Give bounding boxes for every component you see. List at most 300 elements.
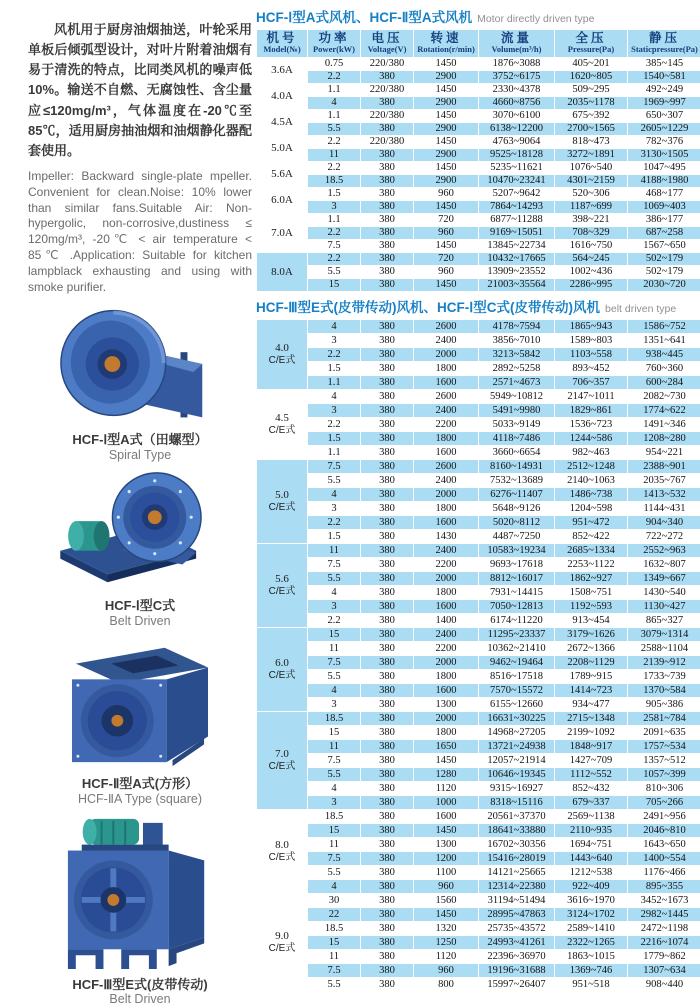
table-cell: 1103~558 (555, 348, 627, 361)
table-cell: 1450 (414, 824, 478, 837)
product-caption (28, 777, 252, 806)
table-cell: 2.2 (308, 162, 360, 174)
table-cell: 1300 (414, 838, 478, 851)
table-cell: 380 (361, 866, 413, 879)
model-cell: 9.0 C/E式 (257, 894, 307, 991)
table-cell: 6155~12660 (479, 698, 554, 711)
product-caption-en: HCF-ⅡA Type (square) (77, 792, 203, 807)
table-row (257, 404, 700, 417)
table-cell: 1865~943 (555, 320, 627, 333)
table-cell: 705~266 (628, 796, 700, 809)
table-cell: 5.5 (308, 978, 360, 991)
table-cell: 1120 (414, 950, 478, 963)
table-cell: 4 (308, 320, 360, 333)
table-cell: 502~179 (628, 266, 700, 278)
table-cell: 1876~3088 (479, 58, 554, 70)
table-row (257, 460, 700, 473)
table-cell: 468~177 (628, 188, 700, 200)
table-cell: 13909~23552 (479, 266, 554, 278)
table-cell: 2000 (414, 656, 478, 669)
model-cell: 8.0A (257, 253, 307, 291)
box-belt-fan-image (56, 813, 224, 973)
table-row (257, 516, 700, 529)
table-cell: 15 (308, 628, 360, 641)
table-cell: 15 (308, 726, 360, 739)
table-cell: 5.5 (308, 266, 360, 278)
table-cell: 3130~1505 (628, 149, 700, 161)
table-cell: 1450 (414, 58, 478, 70)
table-cell: 1491~346 (628, 418, 700, 431)
product-caption (28, 978, 252, 1007)
table-cell: 960 (414, 266, 478, 278)
table-cell: 2982~1445 (628, 908, 700, 921)
table-cell: 1616~750 (555, 240, 627, 252)
table-cell: 2035~1178 (555, 97, 627, 109)
table-cell: 1349~667 (628, 572, 700, 585)
model-cell: 7.0 C/E式 (257, 712, 307, 809)
table-cell: 2400 (414, 544, 478, 557)
table-cell: 1800 (414, 726, 478, 739)
table-cell: 380 (361, 670, 413, 683)
model-cell: 8.0 C/E式 (257, 810, 307, 893)
table-cell: 9315~16927 (479, 782, 554, 795)
table-row (257, 474, 700, 487)
table-cell: 380 (361, 418, 413, 431)
table-cell: 11 (308, 149, 360, 161)
table-cell: 1536~723 (555, 418, 627, 431)
table-cell: 2000 (414, 712, 478, 725)
table-cell: 20561~37370 (479, 810, 554, 823)
table-cell: 380 (361, 474, 413, 487)
table-cell: 7570~15572 (479, 684, 554, 697)
table-cell: 380 (361, 936, 413, 949)
table-cell: 3752~6175 (479, 71, 554, 83)
table-cell: 720 (414, 253, 478, 265)
table-cell: 7.5 (308, 852, 360, 865)
table-cell: 386~177 (628, 214, 700, 226)
column-header: 机号 Model(№) (257, 30, 307, 57)
table-cell: 21003~35564 (479, 279, 554, 291)
table-cell: 380 (361, 404, 413, 417)
table-cell: 1800 (414, 502, 478, 515)
table-cell: 1430~540 (628, 586, 700, 599)
table-row (257, 530, 700, 543)
table-cell: 1600 (414, 600, 478, 613)
table-row (257, 390, 700, 403)
table-cell: 380 (361, 502, 413, 515)
table-cell: 380 (361, 796, 413, 809)
table1-title-en: Motor directly driven type (477, 13, 595, 25)
table-cell: 1.1 (308, 110, 360, 122)
table-cell: 2.2 (308, 516, 360, 529)
table-cell: 2581~784 (628, 712, 700, 725)
table-cell: 2.2 (308, 348, 360, 361)
table-cell: 1486~738 (555, 488, 627, 501)
table-row (257, 950, 700, 963)
table-cell: 5.5 (308, 474, 360, 487)
table-cell: 1508~751 (555, 586, 627, 599)
table-cell: 12314~22380 (479, 880, 554, 893)
table-cell: 1351~641 (628, 334, 700, 347)
spec-table-belt-driven (256, 319, 700, 992)
table-cell: 11 (308, 838, 360, 851)
table-cell: 380 (361, 656, 413, 669)
table-cell: 2.2 (308, 614, 360, 627)
table-cell: 380 (361, 201, 413, 213)
table-cell: 1600 (414, 516, 478, 529)
table-cell: 5949~10812 (479, 390, 554, 403)
table-cell: 7.5 (308, 656, 360, 669)
table-cell: 675~392 (555, 110, 627, 122)
table-cell: 380 (361, 530, 413, 543)
table-cell: 6174~11220 (479, 614, 554, 627)
table2-title (256, 296, 696, 317)
table-cell: 1250 (414, 936, 478, 949)
table-row (257, 544, 700, 557)
table-cell: 14121~25665 (479, 866, 554, 879)
model-cell: 3.6A (257, 58, 307, 83)
table-cell: 15997~26407 (479, 978, 554, 991)
table-cell: 1643~650 (628, 838, 700, 851)
table-row (257, 908, 700, 921)
product-caption (28, 599, 252, 628)
table-cell: 380 (361, 446, 413, 459)
table-cell: 0.75 (308, 58, 360, 70)
table-cell: 1779~862 (628, 950, 700, 963)
table-cell: 1414~723 (555, 684, 627, 697)
belt-driven-fan-image (56, 468, 224, 594)
table-cell: 1600 (414, 684, 478, 697)
table-cell: 2216~1074 (628, 936, 700, 949)
table-cell: 220/380 (361, 58, 413, 70)
table-cell: 4 (308, 782, 360, 795)
model-cell: 6.0A (257, 188, 307, 213)
table-cell: 1800 (414, 586, 478, 599)
table-cell: 1450 (414, 110, 478, 122)
table-cell: 7532~13689 (479, 474, 554, 487)
table-cell: 380 (361, 614, 413, 627)
table-cell: 380 (361, 894, 413, 907)
table-cell: 3616~1970 (555, 894, 627, 907)
table-cell: 2208~1129 (555, 656, 627, 669)
table-row (257, 502, 700, 515)
table-cell: 1204~598 (555, 502, 627, 515)
table-cell: 30 (308, 894, 360, 907)
table-cell: 934~477 (555, 698, 627, 711)
table-cell: 1450 (414, 279, 478, 291)
table-cell: 1757~534 (628, 740, 700, 753)
table-cell: 2400 (414, 404, 478, 417)
table-row (257, 558, 700, 571)
table-cell: 380 (361, 162, 413, 174)
table-cell: 1057~399 (628, 768, 700, 781)
table-cell: 1280 (414, 768, 478, 781)
table-cell: 22 (308, 908, 360, 921)
table-row (257, 880, 700, 893)
header-row (257, 30, 700, 57)
model-cell: 5.0A (257, 136, 307, 161)
table-cell: 380 (361, 754, 413, 767)
table-cell: 722~272 (628, 530, 700, 543)
table-cell: 9462~19464 (479, 656, 554, 669)
table-cell: 7050~12813 (479, 600, 554, 613)
table-row (257, 488, 700, 501)
table-cell: 1002~436 (555, 266, 627, 278)
table-row (257, 201, 700, 213)
table-cell: 7931~14415 (479, 586, 554, 599)
table-cell: 380 (361, 768, 413, 781)
table-cell: 380 (361, 558, 413, 571)
table-row (257, 334, 700, 347)
table-row (257, 936, 700, 949)
table-cell: 913~454 (555, 614, 627, 627)
table-cell: 3 (308, 502, 360, 515)
table-cell: 1.1 (308, 446, 360, 459)
table-row (257, 432, 700, 445)
table-cell: 2388~901 (628, 460, 700, 473)
table-cell: 220/380 (361, 84, 413, 96)
table-cell: 16631~30225 (479, 712, 554, 725)
table-row (257, 852, 700, 865)
model-cell: 5.6A (257, 162, 307, 187)
table-cell: 3 (308, 404, 360, 417)
table-cell: 1076~540 (555, 162, 627, 174)
table-cell: 2.2 (308, 418, 360, 431)
table-row (257, 754, 700, 767)
table-cell: 380 (361, 460, 413, 473)
table-cell: 380 (361, 600, 413, 613)
table-cell: 2200 (414, 558, 478, 571)
table-cell: 1300 (414, 698, 478, 711)
table-cell: 380 (361, 852, 413, 865)
table-row (257, 656, 700, 669)
table-cell: 380 (361, 149, 413, 161)
table-cell: 18.5 (308, 712, 360, 725)
table-cell: 380 (361, 71, 413, 83)
table-cell: 2091~635 (628, 726, 700, 739)
table-cell: 1069~403 (628, 201, 700, 213)
model-cell: 6.0 C/E式 (257, 628, 307, 711)
table-cell: 4 (308, 390, 360, 403)
table-cell: 1540~581 (628, 71, 700, 83)
column-header: 静压 Staticpressure(Pa) (628, 30, 700, 57)
table-row (257, 110, 700, 122)
table-cell: 960 (414, 188, 478, 200)
table-cell: 895~355 (628, 880, 700, 893)
table-row (257, 614, 700, 627)
table-row (257, 838, 700, 851)
table-cell: 2000 (414, 348, 478, 361)
table-cell: 2900 (414, 175, 478, 187)
table-row (257, 136, 700, 148)
table-cell: 1589~803 (555, 334, 627, 347)
table-cell: 380 (361, 838, 413, 851)
table-cell: 4 (308, 488, 360, 501)
table-cell: 1443~640 (555, 852, 627, 865)
table-cell: 7.5 (308, 964, 360, 977)
table-cell: 1450 (414, 136, 478, 148)
table-cell: 760~360 (628, 362, 700, 375)
table-cell: 18.5 (308, 175, 360, 187)
table-cell: 2000 (414, 488, 478, 501)
table-cell: 904~340 (628, 516, 700, 529)
table-cell: 800 (414, 978, 478, 991)
product-figure-spiral (28, 306, 252, 462)
table-cell: 2672~1366 (555, 642, 627, 655)
table-cell: 10470~23241 (479, 175, 554, 187)
table-cell: 2569~1138 (555, 810, 627, 823)
table-cell: 380 (361, 572, 413, 585)
table-cell: 1450 (414, 908, 478, 921)
table-cell: 2.2 (308, 71, 360, 83)
table-cell: 1212~538 (555, 866, 627, 879)
table-cell: 380 (361, 908, 413, 921)
table-cell: 2900 (414, 71, 478, 83)
table-cell: 9693~17618 (479, 558, 554, 571)
table-row (257, 149, 700, 161)
table-cell: 1130~427 (628, 600, 700, 613)
table-cell: 706~357 (555, 376, 627, 389)
table-cell: 380 (361, 726, 413, 739)
table-cell: 11 (308, 740, 360, 753)
table-cell: 5491~9980 (479, 404, 554, 417)
table-cell: 5020~8112 (479, 516, 554, 529)
table-cell: 1000 (414, 796, 478, 809)
table-cell: 398~221 (555, 214, 627, 226)
table-cell: 3452~1673 (628, 894, 700, 907)
table-cell: 380 (361, 964, 413, 977)
model-cell: 4.0 C/E式 (257, 320, 307, 389)
table-cell: 2147~1011 (555, 390, 627, 403)
table-cell: 2512~1248 (555, 460, 627, 473)
table-cell: 893~452 (555, 362, 627, 375)
product-caption-en: Belt Driven (109, 992, 171, 1007)
table-cell: 14968~27205 (479, 726, 554, 739)
table-row (257, 810, 700, 823)
table-cell: 1320 (414, 922, 478, 935)
spiral-fan-image (56, 306, 224, 428)
table-cell: 4 (308, 586, 360, 599)
table-cell: 3124~1702 (555, 908, 627, 921)
table-cell: 2.2 (308, 227, 360, 239)
table-cell: 2286~995 (555, 279, 627, 291)
table-cell: 810~306 (628, 782, 700, 795)
table-cell: 1863~1015 (555, 950, 627, 963)
table-row (257, 240, 700, 252)
table-cell: 380 (361, 240, 413, 252)
table-row (257, 123, 700, 135)
model-cell: 4.5 C/E式 (257, 390, 307, 459)
table-row (257, 348, 700, 361)
table-row (257, 782, 700, 795)
description-english: Impeller: Backward single-plate mpeller. Convenient for clean.Noise: 10% lower than similar fans.Suitable Air: Non-hypergolic, non-corrosive,dustiness ≤ 120mg/m³, -20℃ < air temperature < 85℃ .Application: Suitable for kitchen lampblack exhausting and using with smoke purifier. (28, 168, 252, 294)
table-cell: 520~306 (555, 188, 627, 200)
product-figure-square (28, 634, 252, 806)
table-cell: 2900 (414, 123, 478, 135)
table-cell: 8160~14931 (479, 460, 554, 473)
table-cell: 4188~1980 (628, 175, 700, 187)
table-cell: 9169~15051 (479, 227, 554, 239)
table-cell: 2900 (414, 149, 478, 161)
table-cell: 380 (361, 712, 413, 725)
column-header: 流量 Volume(m³/h) (479, 30, 554, 57)
table-cell: 4 (308, 684, 360, 697)
table-cell: 1586~752 (628, 320, 700, 333)
table-cell: 2035~767 (628, 474, 700, 487)
table2-title-en: belt driven type (605, 303, 677, 316)
table-cell: 2400 (414, 474, 478, 487)
table-cell: 1632~807 (628, 558, 700, 571)
table-cell: 380 (361, 544, 413, 557)
table-cell: 5.5 (308, 768, 360, 781)
table-cell: 1.5 (308, 530, 360, 543)
table-row (257, 58, 700, 70)
table-cell: 2589~1410 (555, 922, 627, 935)
table-cell: 15 (308, 936, 360, 949)
column-header: 全压 Pressure(Pa) (555, 30, 627, 57)
table-row (257, 768, 700, 781)
table-row (257, 84, 700, 96)
product-caption-en: Belt Driven (109, 613, 171, 628)
table-cell: 1.5 (308, 362, 360, 375)
table-row (257, 214, 700, 226)
description-chinese: 风机用于厨房油烟抽送，叶轮采用单板后倾弧型设计，对叶片附着油烟有易于清洗的特点，比同类风机的噪声低10%。输送不自燃、无腐蚀性、含尘量应≤120mg/m³，气体温度在-20℃至85℃，适用厨房抽油烟和油烟静化器配套使用。 (28, 22, 252, 158)
table-cell: 3 (308, 698, 360, 711)
table-row (257, 188, 700, 200)
table-cell: 385~145 (628, 58, 700, 70)
table-cell: 600~284 (628, 376, 700, 389)
table-cell: 380 (361, 740, 413, 753)
table-cell: 1427~709 (555, 754, 627, 767)
table-row (257, 866, 700, 879)
table-cell: 3 (308, 334, 360, 347)
table-cell: 18641~33880 (479, 824, 554, 837)
table-cell: 2400 (414, 628, 478, 641)
table-cell: 1307~634 (628, 964, 700, 977)
table-cell: 4 (308, 97, 360, 109)
table-cell: 1829~861 (555, 404, 627, 417)
table-cell: 1244~586 (555, 432, 627, 445)
table-row (257, 628, 700, 641)
table-cell: 960 (414, 227, 478, 239)
table-cell: 2715~1348 (555, 712, 627, 725)
table-cell: 3272~1891 (555, 149, 627, 161)
table-cell: 1848~917 (555, 740, 627, 753)
table-cell: 4660~8756 (479, 97, 554, 109)
table-cell: 1176~466 (628, 866, 700, 879)
table-cell: 380 (361, 698, 413, 711)
table-cell: 2588~1104 (628, 642, 700, 655)
table-cell: 380 (361, 586, 413, 599)
table-cell: 28995~47863 (479, 908, 554, 921)
table-cell: 4 (308, 880, 360, 893)
table-cell: 380 (361, 188, 413, 200)
table-row (257, 71, 700, 83)
table-cell: 19196~31688 (479, 964, 554, 977)
table-cell: 3 (308, 796, 360, 809)
table-cell: 13845~22734 (479, 240, 554, 252)
table-cell: 380 (361, 362, 413, 375)
table-cell: 2140~1063 (555, 474, 627, 487)
table-cell: 8812~16017 (479, 572, 554, 585)
table-cell: 9525~18128 (479, 149, 554, 161)
spec-table-direct-driven (256, 29, 700, 292)
table-cell: 982~463 (555, 446, 627, 459)
table-cell: 708~329 (555, 227, 627, 239)
table-row (257, 227, 700, 239)
table-cell: 951~472 (555, 516, 627, 529)
table-cell: 1112~552 (555, 768, 627, 781)
